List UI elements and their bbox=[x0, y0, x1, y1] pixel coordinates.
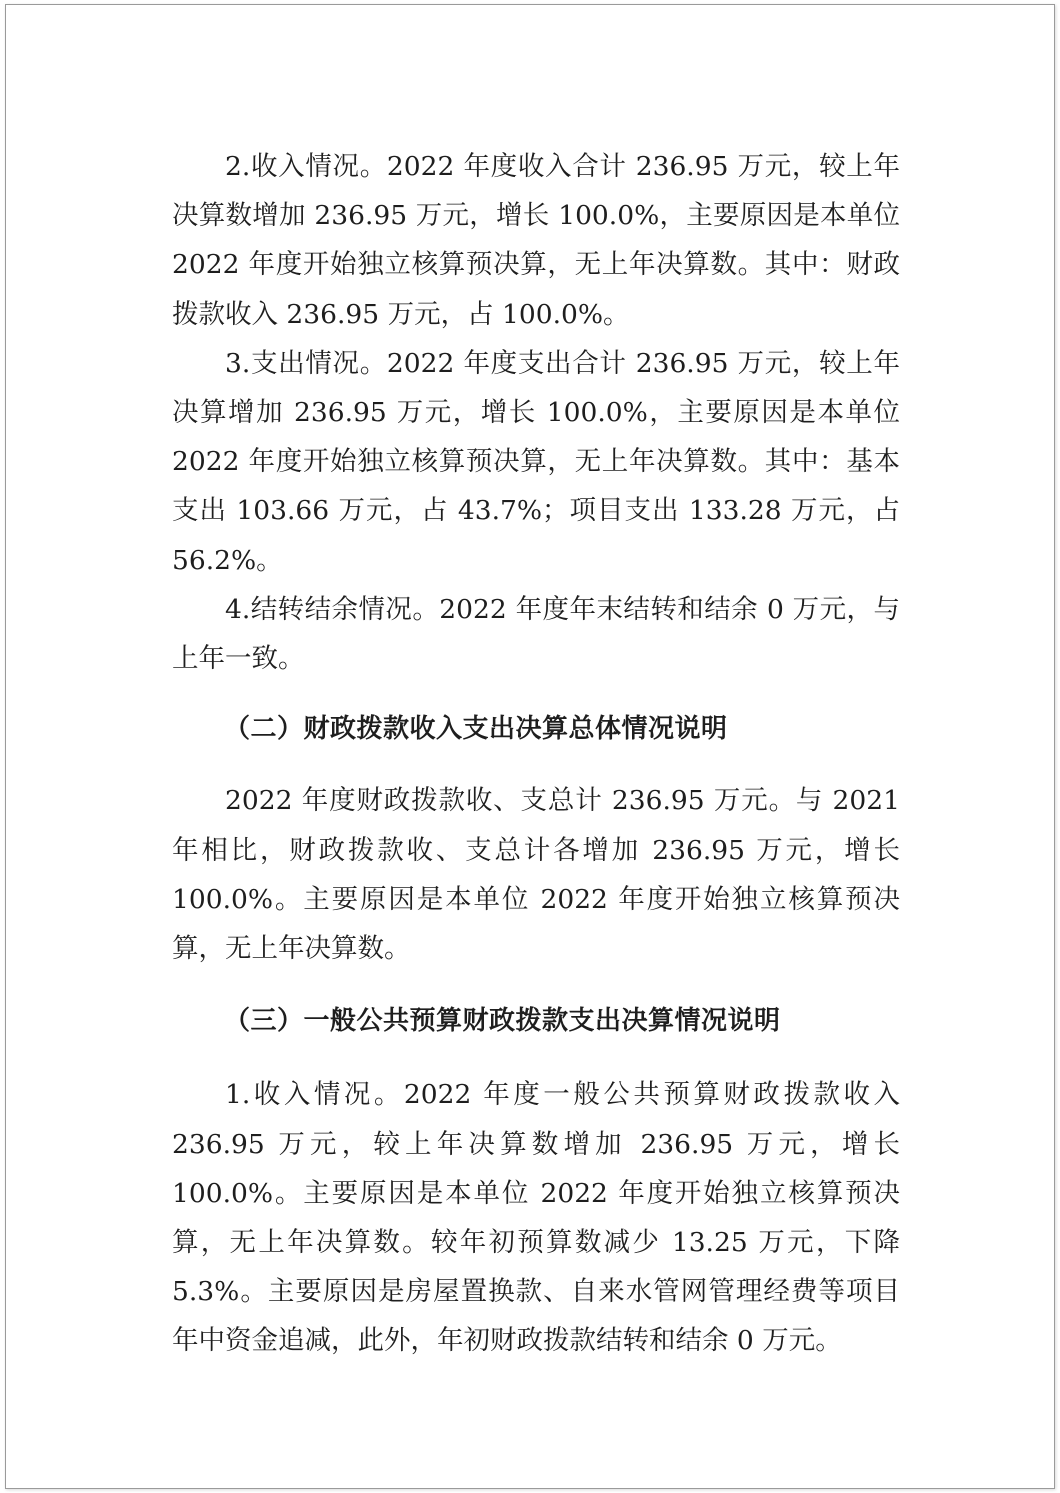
section-heading-fiscal-overview: （二）财政拨款收入支出决算总体情况说明 bbox=[224, 714, 728, 745]
paragraph-carryover: 4.结转结余情况。2022 年度年末结转和结余 0 万元，与上年一致。 bbox=[172, 593, 900, 675]
document-page bbox=[5, 4, 1055, 1489]
paragraph-fiscal-overview: 2022 年度财政拨款收、支总计 236.95 万元。与 2021 年相比，财政拨款收、支总计各增加 236.95 万元，增长 100.0%。主要原因是本单位 2022 年度开始独立核算预决算，无上年决算数。 bbox=[172, 785, 900, 965]
paragraph-expenditure: 3.支出情况。2022 年度支出合计 236.95 万元，较上年决算增加 236.95 万元，增长 100.0%，主要原因是本单位 2022 年度开始独立核算预决算，无上年决算数。其中：基本支出 103.66 万元，占 43.7%；项目支出 133.28 万元，占 56.2%。 bbox=[172, 347, 901, 576]
document-body bbox=[172, 142, 900, 1366]
section-heading-general-budget: （三）一般公共预算财政拨款支出决算情况说明 bbox=[224, 1006, 781, 1037]
paragraph-income: 2.收入情况。2022 年度收入合计 236.95 万元，较上年决算数增加 236.95 万元，增长 100.0%，主要原因是本单位 2022 年度开始独立核算预决算，无上年决算数。其中：财政拨款收入 236.95 万元，占 100.0%。 bbox=[172, 151, 900, 330]
paragraph-general-budget-income: 1.收入情况。2022 年度一般公共预算财政拨款收入 236.95 万元，较上年决算数增加 236.95 万元，增长 100.0%。主要原因是本单位 2022 年度开始独立核算预决算，无上年决算数。较年初预算数减少 13.25 万元，下降 5.3%。主要原因是房屋置换款、自来水管网管理经费等项目年中资金追减，此外，年初财政拨款结转和结余 0 万元。 bbox=[172, 1079, 900, 1357]
